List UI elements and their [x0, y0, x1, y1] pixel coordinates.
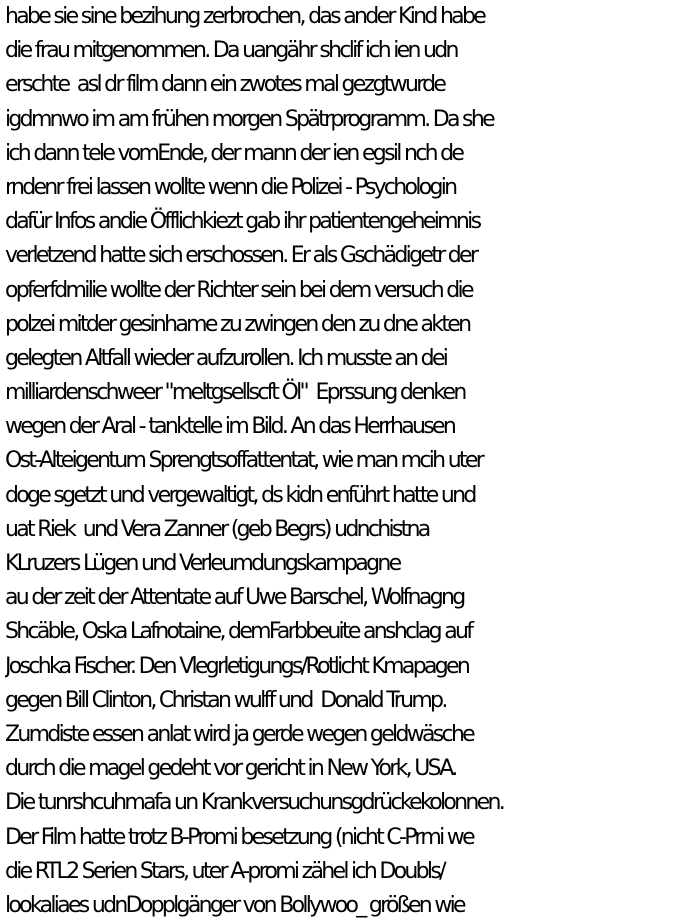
text-line: die frau mitgenommen. Da uangähr shclif ich ien udn	[5, 38, 457, 64]
text-line: Zumdiste essen anlat wird ja gerde wegen geldwäsche	[5, 721, 474, 747]
text-line: gelegten Altfall wieder aufzurollen. Ich musste an dei	[5, 345, 447, 371]
text-line: gegen Bill Clinton, Christan wulff und Donald Trump.	[5, 687, 446, 713]
text-line: Der Film hatte trotz B-Promi besetzung (nicht C-Prmi we	[5, 824, 473, 850]
text-line: lookaliaes udnDopplgänger von Bollywoo_ größen wie	[5, 892, 464, 918]
text-line: igdmnwo im am frühen morgen Spätrprogramm. Da she	[5, 106, 493, 132]
text-line: KLruzers Lügen und Verleumdungskampagne	[5, 551, 400, 576]
text-line: erschte asl dr film dann ein zwotes mal gezgtwurde	[5, 72, 445, 98]
text-line: dafür Infos andie Öfflichkiezt gab ihr patientengeheimnis	[5, 209, 480, 235]
text-line: wegen der Aral - tanktelle im Bild. An das Herrhausen	[5, 414, 455, 440]
text-line: die RTL2 Serien Stars, uter A-promi zähel ich Doubls/	[5, 858, 444, 884]
text-line: habe sie sine bezihung zerbrochen, das ander Kind habe	[5, 4, 485, 29]
text-line: polzei mitder gesinhame zu zwingen den zu dne akten	[5, 311, 470, 337]
text-line: uat Riek und Vera Zanner (geb Begrs) udnchistna	[5, 516, 429, 542]
text-line: Die tunrshcuhmafa un Krankversuchunsgdrückekolonnen.	[5, 790, 504, 816]
text-line: verletzend hatte sich erschossen. Er als Gschädigetr der	[5, 243, 477, 269]
text-line: opferfdmilie wollte der Richter sein bei dem versuch die	[5, 277, 472, 303]
text-line: ich dann tele vomEnde, der mann der ien egsil nch de	[5, 140, 463, 166]
text-line: Joschka Fischer. Den Vlegrletigungs/Rotlicht Kmapagen	[5, 653, 469, 679]
text-line: milliardenschweer "meltgsellscft Öl" Eprssung denken	[5, 380, 465, 406]
text-line: durch die magel gedeht vor gericht in New York, USA.	[5, 756, 456, 782]
text-line: doge sgetzt und vergewaltigt, ds kidn enführt hatte und	[5, 482, 475, 508]
text-line: au der zeit der Attentate auf Uwe Barschel, Wolfnagng	[5, 585, 464, 611]
text-line: rndenr frei lassen wollte wenn die Polizei - Psychologin	[5, 174, 456, 200]
document-page	[5, 0, 684, 920]
text-line: Shcäble, Oska Lafnotaine, demFarbbeuite anshclag auf	[5, 619, 472, 645]
text-line: Ost-Alteigentum Sprengtsoffattentat, wie man mcih uter	[5, 448, 483, 474]
